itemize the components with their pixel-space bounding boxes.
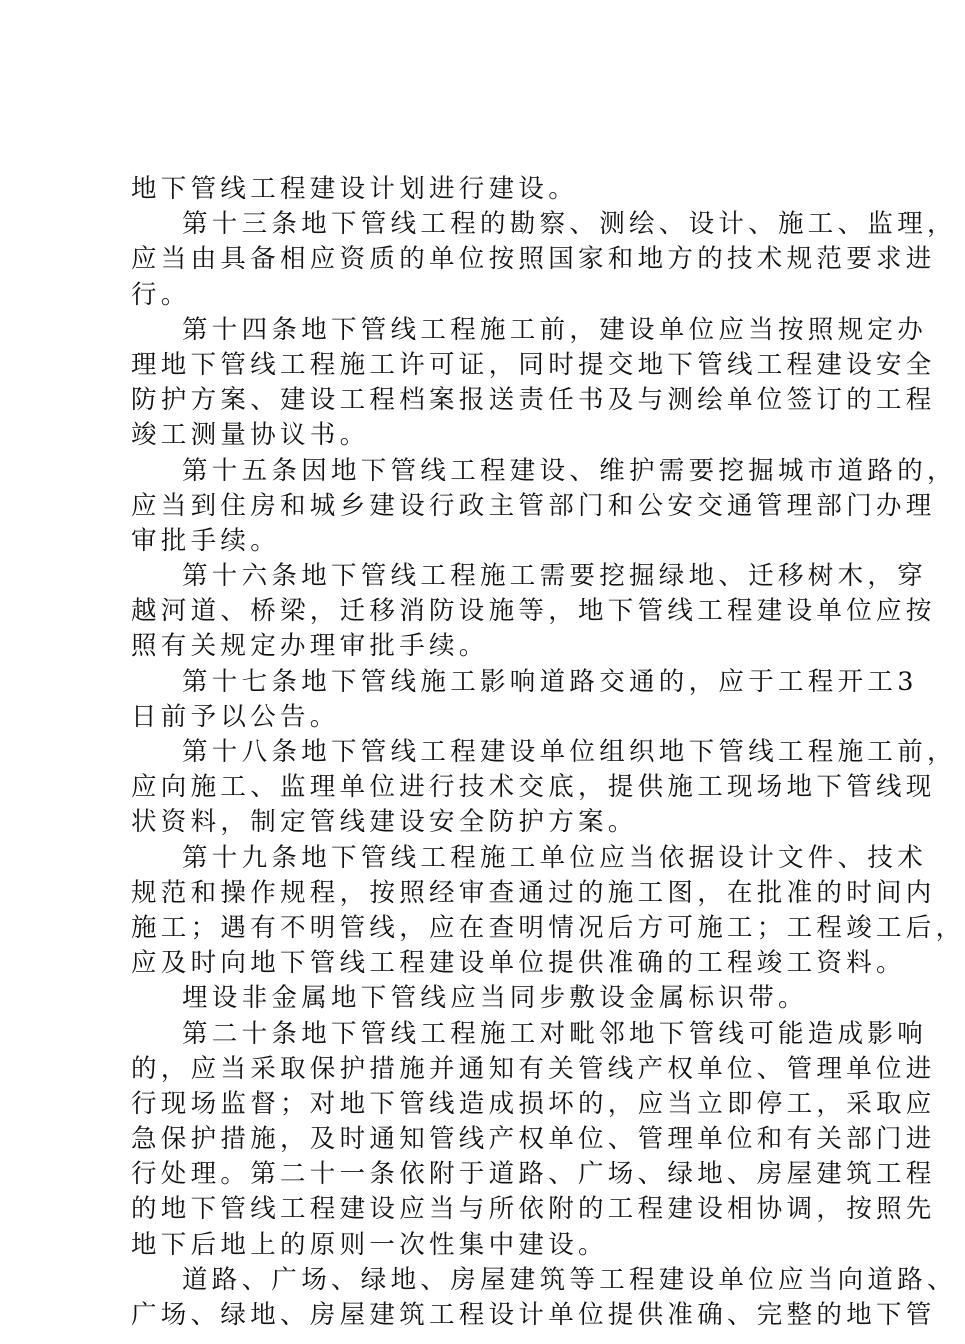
text-line: 应当到住房和城乡建设行政主管部门和公安交通管理部门办理	[131, 490, 936, 521]
text-line: 照有关规定办理审批手续。	[131, 631, 489, 662]
text-line: 施工；遇有不明管线，应在查明情况后方可施工；工程竣工后，	[131, 912, 965, 943]
text-line: 应向施工、监理单位进行技术交底，提供施工现场地下管线现	[131, 772, 936, 803]
text-line: 日前予以公告。	[131, 701, 340, 732]
text-line: 第十五条因地下管线工程建设、维护需要挖掘城市道路的，	[182, 455, 957, 486]
text-line: 应当由具备相应资质的单位按照国家和地方的技术规范要求进	[131, 244, 936, 275]
text-line: 地下后地上的原则一次性集中建设。	[131, 1229, 608, 1260]
text-line: 地下管线工程建设计划进行建设。	[131, 174, 579, 204]
text-line: 审批手续。	[131, 525, 281, 556]
text-line: 第十七条地下管线施工影响道路交通的，应于工程开工3	[182, 666, 918, 697]
text-line: 第十四条地下管线工程施工前，建设单位应当按照规定办	[182, 314, 928, 345]
text-line: 第十八条地下管线工程建设单位组织地下管线工程施工前，	[182, 737, 957, 767]
text-line: 埋设非金属地下管线应当同步敷设金属标识带。	[182, 983, 808, 1014]
text-line: 理地下管线工程施工许可证，同时提交地下管线工程建设安全	[131, 349, 936, 380]
text-line: 规范和操作规程，按照经审查通过的施工图，在批准的时间内	[131, 877, 936, 908]
text-line: 行处理。第二十一条依附于道路、广场、绿地、房屋建筑工程	[131, 1159, 936, 1190]
document-body	[131, 172, 965, 1333]
text-line: 道路、广场、绿地、房屋建筑等工程建设单位应当向道路、	[182, 1264, 957, 1295]
text-line: 急保护措施，及时通知管线产权单位、管理单位和有关部门进	[131, 1124, 936, 1155]
text-line: 越河道、桥梁，迁移消防设施等，地下管线工程建设单位应按	[131, 596, 936, 627]
text-line: 第十九条地下管线工程施工单位应当依据设计文件、技术	[182, 842, 928, 873]
text-line: 应及时向地下管线工程建设单位提供准确的工程竣工资料。	[131, 948, 906, 979]
text-line: 广场、绿地、房屋建筑工程设计单位提供准确、完整的地下管	[131, 1300, 936, 1330]
text-line: 第二十条地下管线工程施工对毗邻地下管线可能造成影响	[182, 1018, 928, 1049]
text-line: 的，应当采取保护措施并通知有关管线产权单位、管理单位进	[131, 1053, 936, 1084]
text-line: 竣工测量协议书。	[131, 420, 370, 451]
text-line: 行。	[131, 279, 191, 310]
text-line: 第十六条地下管线工程施工需要挖掘绿地、迁移树木，穿	[182, 561, 928, 592]
text-line: 状资料，制定管线建设安全防护方案。	[131, 807, 638, 838]
text-line: 第十三条地下管线工程的勘察、测绘、设计、施工、监理，	[182, 209, 957, 240]
text-line: 防护方案、建设工程档案报送责任书及与测绘单位签订的工程	[131, 385, 936, 416]
text-line: 的地下管线工程建设应当与所依附的工程建设相协调，按照先	[131, 1194, 936, 1225]
text-line: 行现场监督；对地下管线造成损坏的，应当立即停工，采取应	[131, 1088, 936, 1119]
